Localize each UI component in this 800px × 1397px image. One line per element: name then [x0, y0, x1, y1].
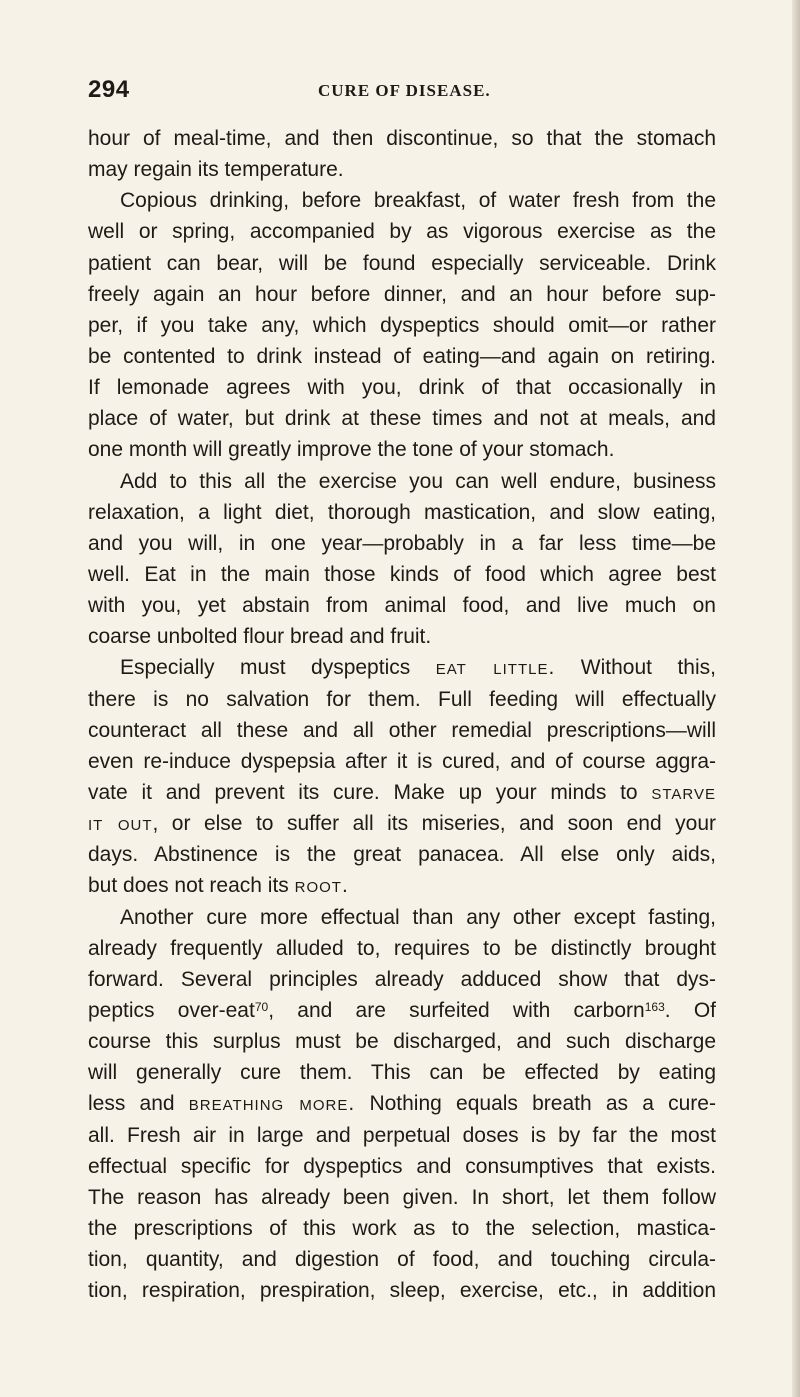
text-line: coarse unbolted flour bread and fruit. [88, 625, 432, 649]
text-line [88, 777, 716, 808]
text-line: may regain its temperature. [88, 158, 344, 182]
small-caps-emphasis: eat little. [435, 656, 556, 680]
text-line: and you will, in one year—probably in a far less time—be [88, 531, 716, 555]
text-run: less and [88, 1092, 189, 1116]
small-caps-emphasis: it out [88, 812, 153, 836]
text-line: The reason has already been given. In short, let them follow [88, 1185, 716, 1209]
text-line: one month will greatly improve the tone of your stomach. [88, 438, 615, 462]
text-line: course this surplus must be discharged, and such discharge [88, 1030, 716, 1054]
text-line: patient can bear, will be found especially serviceable. Drink [88, 251, 716, 275]
text-line: even re-induce dyspepsia after it is cured, and of course aggra- [88, 749, 716, 773]
text-line: be contented to drink instead of eating—and again on retiring. [88, 344, 716, 368]
text-line: well or spring, accompanied by as vigorous exercise as the [88, 220, 716, 244]
text-line: tion, quantity, and digestion of food, and touching circula- [88, 1248, 716, 1272]
text-run: , or else to suffer all its miseries, and soon end your [152, 812, 716, 836]
text-line: forward. Several principles already adduced show that dys- [88, 967, 716, 991]
text-line: well. Eat in the main those kinds of food which agree best [88, 562, 716, 586]
text-run: Especially must dyspeptics [120, 656, 436, 680]
text-line: Add to this all the exercise you can well endure, business [120, 469, 716, 493]
text-run: peptics over-eat [88, 998, 255, 1022]
running-head: CURE OF DISEASE. [318, 81, 491, 100]
text-run: but does not reach its [88, 874, 295, 898]
small-caps-emphasis: breathing more. [188, 1092, 356, 1116]
text-line: If lemonade agrees with you, drink of that occasionally in [88, 376, 716, 400]
body-text [88, 123, 716, 1306]
text-run: vate it and prevent its cure. Make up your minds to [88, 780, 652, 804]
text-line: Copious drinking, before breakfast, of water fresh from the [120, 189, 716, 213]
text-line: tion, respiration, prespiration, sleep, exercise, etc., in addition [88, 1279, 716, 1303]
text-line [88, 808, 716, 839]
text-line: Another cure more effectual than any other except fasting, [120, 905, 716, 929]
text-line: will generally cure them. This can be effected by eating [88, 1061, 716, 1085]
text-line: with you, yet abstain from animal food, and live much on [88, 594, 716, 618]
page-number: 294 [88, 76, 130, 103]
text-line: already frequently alluded to, requires to be distinctly brought [88, 936, 716, 960]
text-line: counteract all these and all other remedial prescriptions—will [88, 718, 716, 742]
text-line: the prescriptions of this work as to the selection, mastica- [88, 1216, 716, 1240]
text-line: per, if you take any, which dyspeptics should omit—or rather [88, 313, 716, 337]
text-line [88, 870, 716, 901]
text-run: , and are surfeited with carborn [268, 998, 645, 1022]
text-run: Nothing equals breath as a cure- [355, 1092, 716, 1116]
text-line: all. Fresh air in large and perpetual doses is by far the most [88, 1123, 716, 1147]
small-caps-emphasis: root. [294, 874, 349, 898]
text-line [88, 1088, 716, 1119]
text-line: effectual specific for dyspeptics and consumptives that exists. [88, 1154, 716, 1178]
page-header [88, 70, 716, 110]
page-edge [792, 0, 800, 1397]
text-line: freely again an hour before dinner, and an hour before sup- [88, 282, 716, 306]
text-run: . Of [664, 998, 716, 1022]
text-line: place of water, but drink at these times and not at meals, and [88, 407, 716, 431]
text-line [88, 995, 716, 1026]
text-line: hour of meal-time, and then discontinue, so that the stomach [88, 127, 716, 150]
footnote-reference: 163 [644, 999, 665, 1014]
text-line: days. Abstinence is the great panacea. All else only aids, [88, 843, 716, 867]
small-caps-emphasis: starve [651, 780, 716, 804]
text-line: there is no salvation for them. Full feeding will effectually [88, 687, 716, 711]
text-run: Without this, [555, 656, 716, 680]
footnote-reference: 70 [254, 999, 269, 1014]
text-line: relaxation, a light diet, thorough mastication, and slow eating, [88, 500, 716, 524]
text-line [88, 652, 716, 683]
